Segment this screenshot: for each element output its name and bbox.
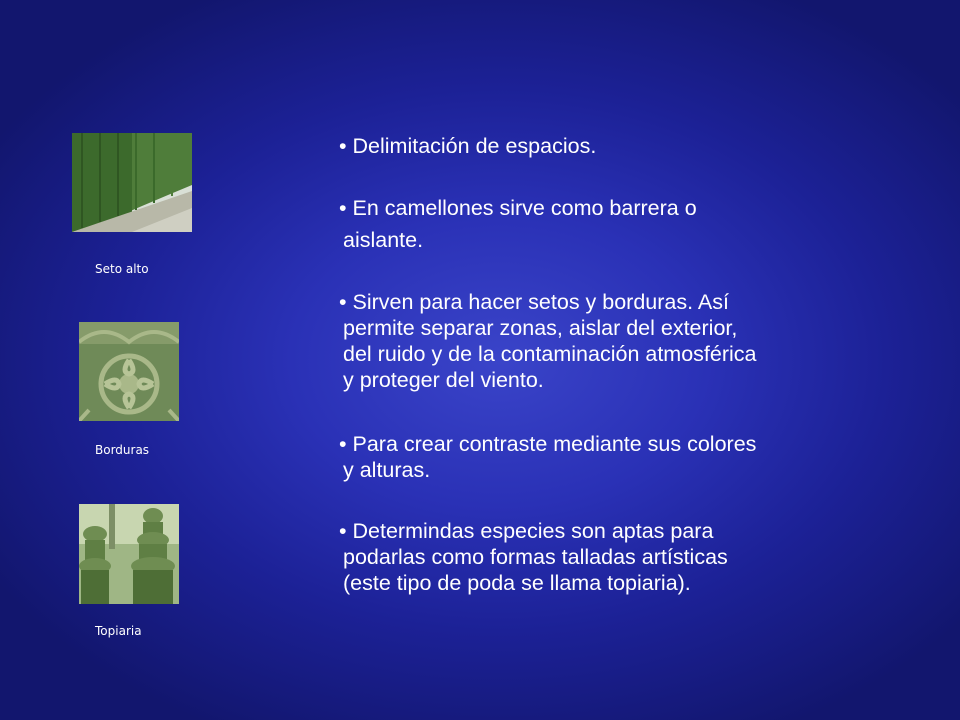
bullet-4-line-1: • Para crear contraste mediante sus colores — [339, 432, 757, 456]
bullet-5-line-2: podarlas como formas talladas artísticas — [343, 545, 728, 569]
bullet-3-line-4: y proteger del viento. — [343, 368, 544, 392]
bullet-3-line-2: permite separar zonas, aislar del exterior, — [343, 316, 738, 340]
seto-alto-caption: Seto alto — [95, 262, 149, 276]
bullet-2-line-1: • En camellones sirve como barrera o — [339, 196, 697, 220]
topiaria-caption: Topiaria — [95, 624, 142, 638]
bullet-5-line-3: (este tipo de poda se llama topiaria). — [343, 571, 691, 595]
bullet-1-line-1: • Delimitación de espacios. — [339, 134, 597, 158]
bullet-5-line-1: • Determindas especies son aptas para — [339, 519, 714, 543]
bullet-2-line-2: aislante. — [343, 228, 424, 252]
bullet-3-line-1: • Sirven para hacer setos y borduras. Así — [339, 290, 729, 314]
borduras-caption: Borduras — [95, 443, 150, 457]
bullet-3-line-3: del ruido y de la contaminación atmosférica — [343, 342, 757, 366]
bullet-4-line-2: y alturas. — [343, 458, 431, 482]
